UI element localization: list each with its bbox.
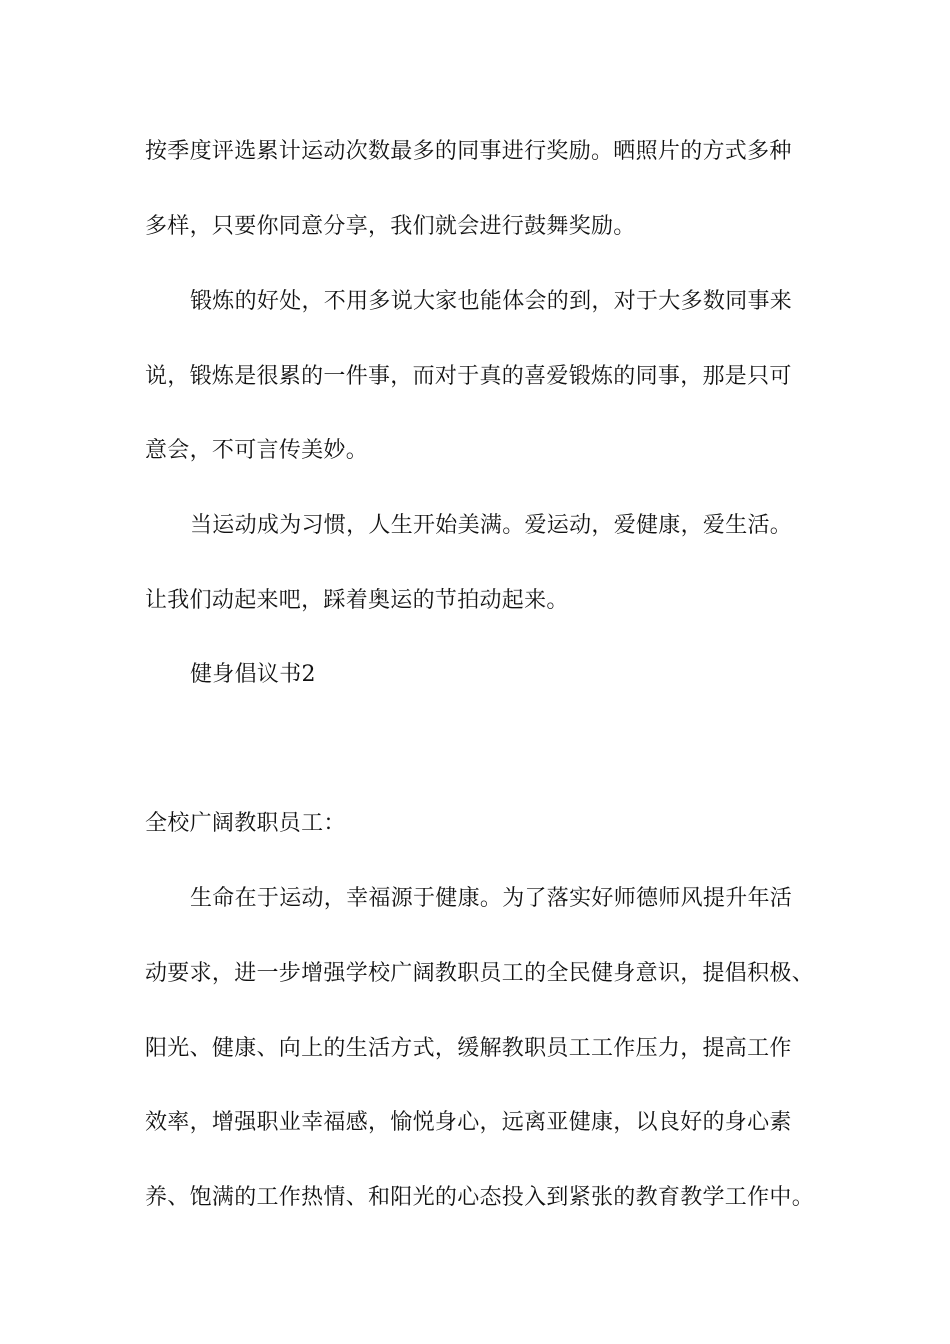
- paragraph-line: 按季度评选累计运动次数最多的同事进行奖励。晒照片的方式多种: [145, 139, 792, 164]
- paragraph-line: 多样，只要你同意分享，我们就会进行鼓舞奖励。: [145, 214, 636, 239]
- paragraph-line: 说，锻炼是很累的一件事，而对于真的喜爱锻炼的同事，那是只可: [145, 364, 792, 389]
- paragraph-line: 当运动成为习惯，人生开始美满。爱运动，爱健康，爱生活。: [190, 513, 793, 538]
- section-heading: 健身倡议书2: [190, 662, 316, 687]
- paragraph-line: 锻炼的好处，不用多说大家也能体会的到，对于大多数同事来: [190, 289, 793, 314]
- paragraph-line: 阳光、健康、向上的生活方式，缓解教职员工工作压力，提高工作: [145, 1036, 792, 1061]
- paragraph-line: 养、饱满的工作热情、和阳光的心态投入到紧张的教育教学工作中。: [145, 1185, 815, 1210]
- paragraph-line: 让我们动起来吧，踩着奥运的节拍动起来。: [145, 588, 569, 613]
- salutation: 全校广阔教职员工：: [145, 811, 346, 836]
- paragraph-line: 意会，不可言传美妙。: [145, 438, 369, 463]
- paragraph-line: 动要求，进一步增强学校广阔教职员工的全民健身意识，提倡积极、: [145, 961, 815, 986]
- paragraph-line: 生命在于运动，幸福源于健康。为了落实好师德师风提升年活: [190, 886, 793, 911]
- paragraph-line: 效率，增强职业幸福感，愉悦身心，远离亚健康，以良好的身心素: [145, 1110, 792, 1135]
